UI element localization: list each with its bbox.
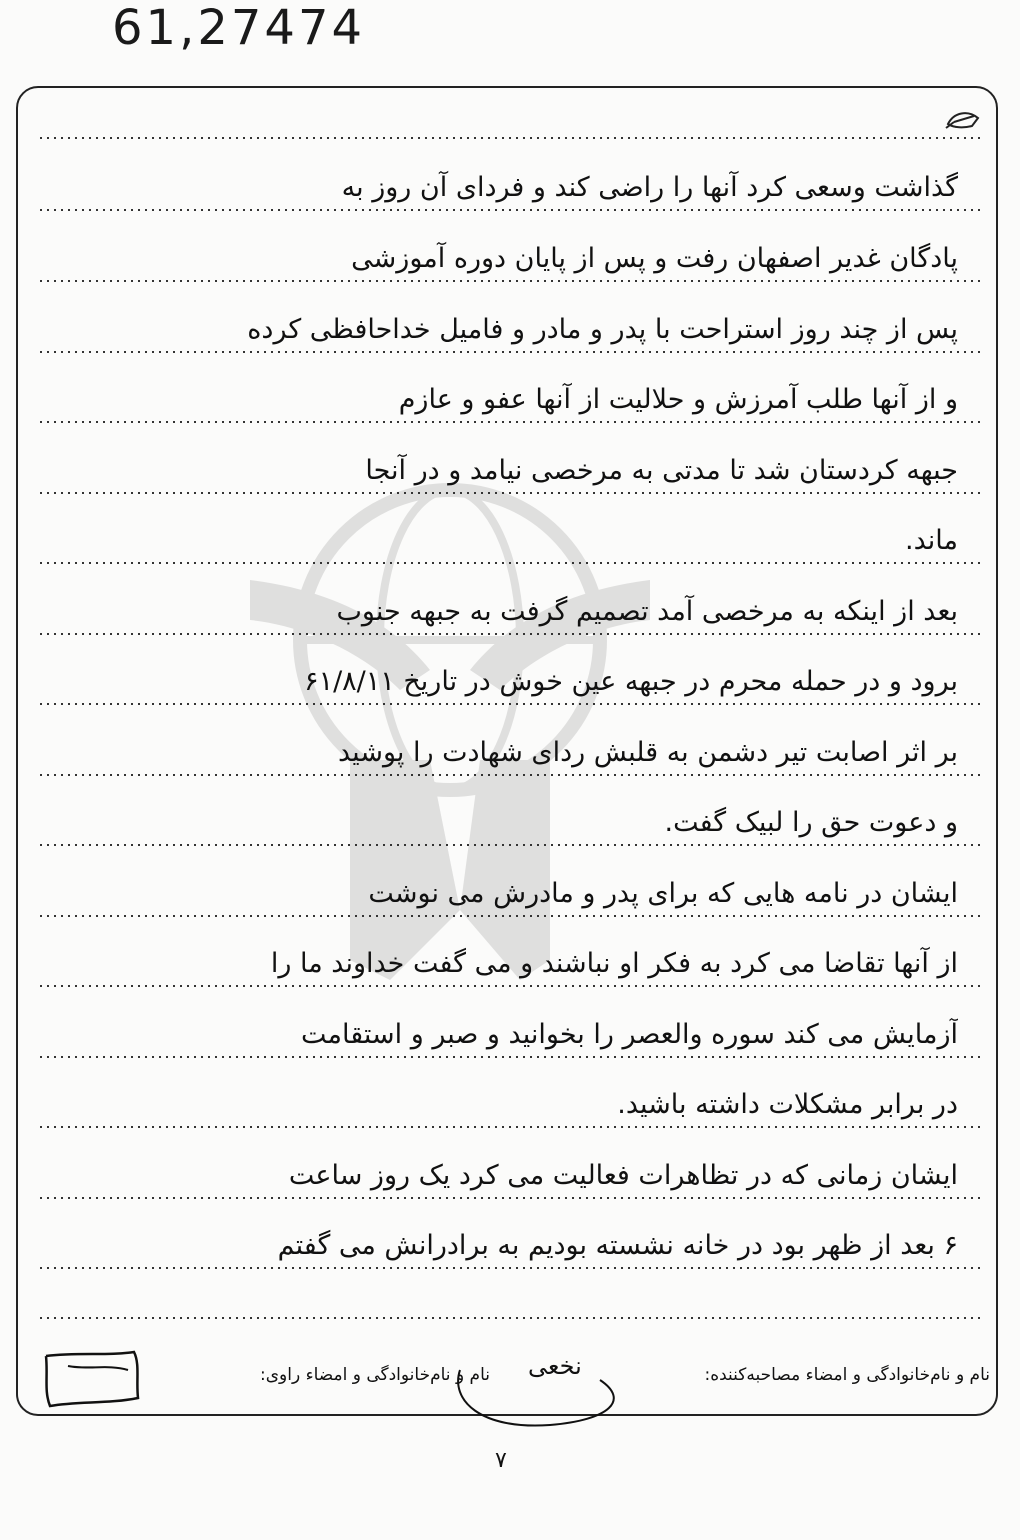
body-line-8: برود و در حمله محرم در جبهه عین خوش در تاریخ ۶۱/۸/۱۱ [304,666,958,697]
body-line-7: بعد از اینکه به مرخصی آمد تصمیم گرفت به جبهه جنوب [336,596,958,627]
body-line-2: پادگان غدیر اصفهان رفت و پس از پایان دوره آموزشی [351,243,958,274]
body-line-3: پس از چند روز استراحت با پدر و مادر و فامیل خداحافظی کرده [247,314,958,345]
body-line-1: گذاشت وسعی کرد آنها را راضی کند و فردای آن روز به [341,172,958,203]
body-line-17 [58,1276,958,1316]
archive-number: 61,27474 [112,0,366,56]
interviewer-label: نام و نام‌خانوادگی و امضاء مصاحبه‌کننده: [704,1365,990,1385]
page-number: ۷ [495,1448,507,1473]
body-line-15: ایشان زمانی که در تظاهرات فعالیت می کرد یک روز ساعت [288,1160,958,1191]
narrator-label: نام و نام‌خانوادگی و امضاء راوی: [260,1365,490,1385]
body-line-6: ماند. [905,525,958,556]
interviewer-signature: نخعی [528,1352,582,1380]
body-line-11: ایشان در نامه هایی که برای پدر و مادرش می نوشت [368,878,958,909]
body-line-9: بر اثر اصابت تیر دشمن به قلبش ردای شهادت را پوشید [338,737,958,768]
body-line-4: و از آنها طلب آمرزش و حلالیت از آنها عفو و عازم [398,384,958,415]
body-line-10: و دعوت حق را لبیک گفت. [664,807,958,838]
body-line-13: آزمایش می کند سوره والعصر را بخوانید و صبر و استقامت [301,1019,958,1050]
interviewer-signature-swoosh [440,1340,640,1440]
body-line-16: ۶ بعد از ظهر بود در خانه نشسته بودیم به برادرانش می گفتم [277,1230,958,1261]
body-line-14: در برابر مشکلات داشته باشید. [617,1089,958,1120]
body-line-5: جبهه کردستان شد تا مدتی به مرخصی نیامد و در آنجا [365,455,958,486]
narrator-signature [38,1346,148,1416]
body-line-12: از آنها تقاضا می کرد به فکر او نباشند و می گفت خداوند ما را [270,948,958,979]
